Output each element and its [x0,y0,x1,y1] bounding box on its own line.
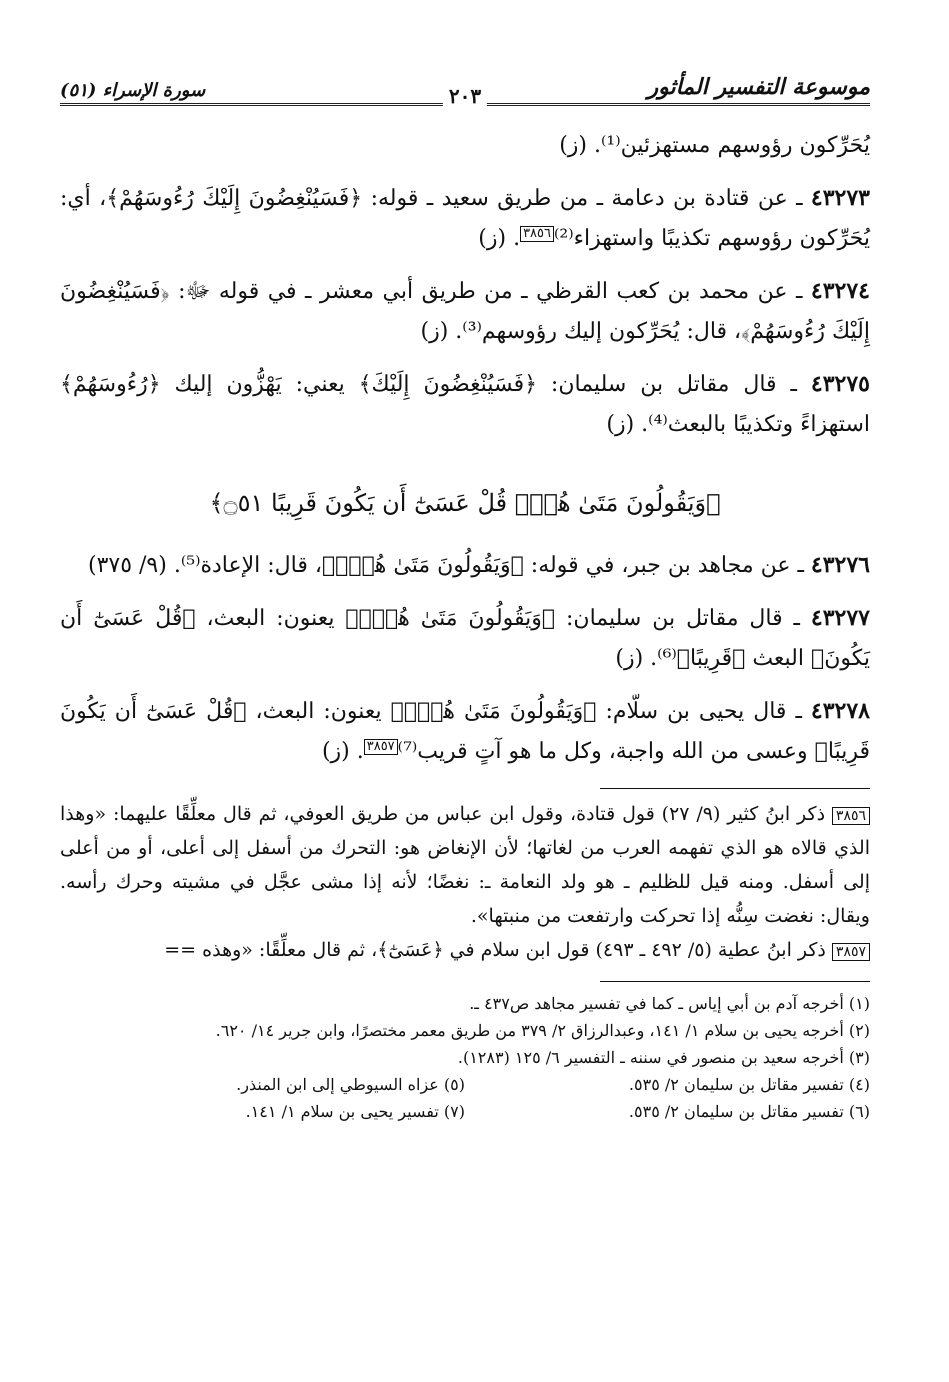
entry-number: ٤٣٢٧٣ [810,185,870,211]
entry-43274: ٤٣٢٧٤ ـ عن محمد بن كعب القرظي ـ من طريق أبي معشر ـ في قوله ﷻ: ﴿فَسَيُنْغِضُونَ إِلَيْكَ رُءُوسَهُمْ﴾، قال: يُحَرِّكون إليك رؤوسهم⁽³⁾. (ز) [60,278,870,344]
commentary-label: ٣٨٥٧ [832,943,870,961]
commentary-ref-box: ٣٨٥٧ [364,739,398,755]
entry-continuation: يُحَرِّكون رؤوسهم مستهزئين⁽¹⁾. (ز) [559,133,870,158]
entry-43277: ٤٣٢٧٧ ـ قال مقاتل بن سليمان: ﴿وَيَقُولُونَ مَتَىٰ هُوَۖ﴾ يعنون: البعث، ﴿قُلْ عَسَىٰٓ أَن يَكُونَ﴾ البعث ﴿قَرِيبًا﴾⁽⁶⁾. (ز) [60,605,870,671]
entry-43273: ٤٣٢٧٣ ـ عن قتادة بن دعامة ـ من طريق سعيد ـ قوله: ﴿فَسَيُنْغِضُونَ إِلَيْكَ رُءُوسَهُمْ﴾، أي: يُحَرِّكون رؤوسهم تكذيبًا واستهزاء⁽²⁾٣٨٥٦. (ز) [60,185,870,251]
commentary-label: ٣٨٥٦ [832,807,870,825]
entry-43275: ٤٣٢٧٥ ـ قال مقاتل بن سليمان: ﴿فَسَيُنْغِضُونَ إِلَيْكَ﴾ يعني: يَهْزُّون إليك ﴿رُءُوسَهُمْ﴾ استهزاءً وتكذيبًا بالبعث⁽⁴⁾. (ز) [60,371,870,437]
ayah-heading: ﴿وَيَقُولُونَ مَتَىٰ هُوَۖ قُلْ عَسَىٰٓ أَن يَكُونَ قَرِيبًا ۝٥١﴾ [209,489,721,517]
book-title: موسوعة التفسير المأثور [647,74,870,100]
entry-number: ٤٣٢٧٥ [810,371,870,397]
footnote-2: (٢) أخرجه يحيى بن سلام ١/ ١٤١، وعبدالرزاق ٢/ ٣٧٩ من طريق معمر مختصرًا، وابن جرير ١٤/ ٦٢٠. [215,1021,870,1040]
main-text [60,126,870,772]
entry-number: ٤٣٢٧٤ [810,278,870,304]
footnote-1: (١) أخرجه آدم بن أبي إياس ـ كما في تفسير مجاهد ص٤٣٧ ـ. [469,994,870,1013]
footnotes [60,990,870,1125]
commentary-3856: ٣٨٥٦ ذكر ابنُ كثير (٩/ ٢٧) قول قتادة، وقول ابن عباس من طريق العوفي، ثم قال معلِّقًا عليهما: «وهذا الذي قالاه هو الذي تفهمه العرب من لغاتها؛ لأن الإنغاض هو: التحرك من أسفل إلى أعلى، أو من أعلى إلى أسفل. ومنه قيل للظليم ـ هو ولد النعامة ـ: نغضًا؛ لأنه إذا مشى عجَّل في مشيته وحرك رأسه. ويقال: نغضت سِنُّه إذا تحركت وارتفعت من منبتها». [60,803,870,927]
footnote-7: (٧) تفسير يحيى بن سلام ١/ ١٤١. [245,1102,465,1121]
commentary-separator [600,788,870,789]
commentary-3857: ٣٨٥٧ ذكر ابنُ عطية (٥/ ٤٩٢ ـ ٤٩٣) قول ابن سلام في ﴿عَسَىٰٓ﴾، ثم قال معلِّقًا: «وهذه == [60,933,870,967]
commentary [60,797,870,967]
footnote-separator [600,981,870,982]
footnote-3: (٣) أخرجه سعيد بن منصور في سننه ـ التفسير ٦/ ١٢٥ (١٢٨٣). [457,1048,870,1067]
footnote-row [60,1071,870,1098]
surah-title: سورة الإسراء (٥١) [60,80,206,101]
commentary-ref-box: ٣٨٥٦ [520,226,554,242]
entry-43276: ٤٣٢٧٦ ـ عن مجاهد بن جبر، في قوله: ﴿وَيَقُولُونَ مَتَىٰ هُوَۖ﴾، قال: الإعادة⁽⁵⁾. (٩/ ٣٧٥) [87,552,870,578]
footnote-6: (٦) تفسير مقاتل بن سليمان ٢/ ٥٣٥. [628,1102,870,1121]
footnote-row [60,1098,870,1125]
entry-43278: ٤٣٢٧٨ ـ قال يحيى بن سلّام: ﴿وَيَقُولُونَ مَتَىٰ هُوَۖ﴾ يعنون: البعث، ﴿قُلْ عَسَىٰٓ أَن يَكُونَ قَرِيبًا﴾ وعسى من الله واجبة، وكل ما هو آتٍ قريب⁽⁷⁾٣٨٥٧. (ز) [60,698,870,764]
page-header [60,70,870,110]
page [60,70,870,1125]
page-number: ٢٠٣ [443,84,487,108]
entry-number: ٤٣٢٧٧ [810,605,870,631]
footnote-5: (٥) عزاه السيوطي إلى ابن المنذر. [236,1075,465,1094]
footnote-4: (٤) تفسير مقاتل بن سليمان ٢/ ٥٣٥. [628,1075,870,1094]
entry-number: ٤٣٢٧٦ [810,552,870,578]
entry-number: ٤٣٢٧٨ [810,698,870,724]
